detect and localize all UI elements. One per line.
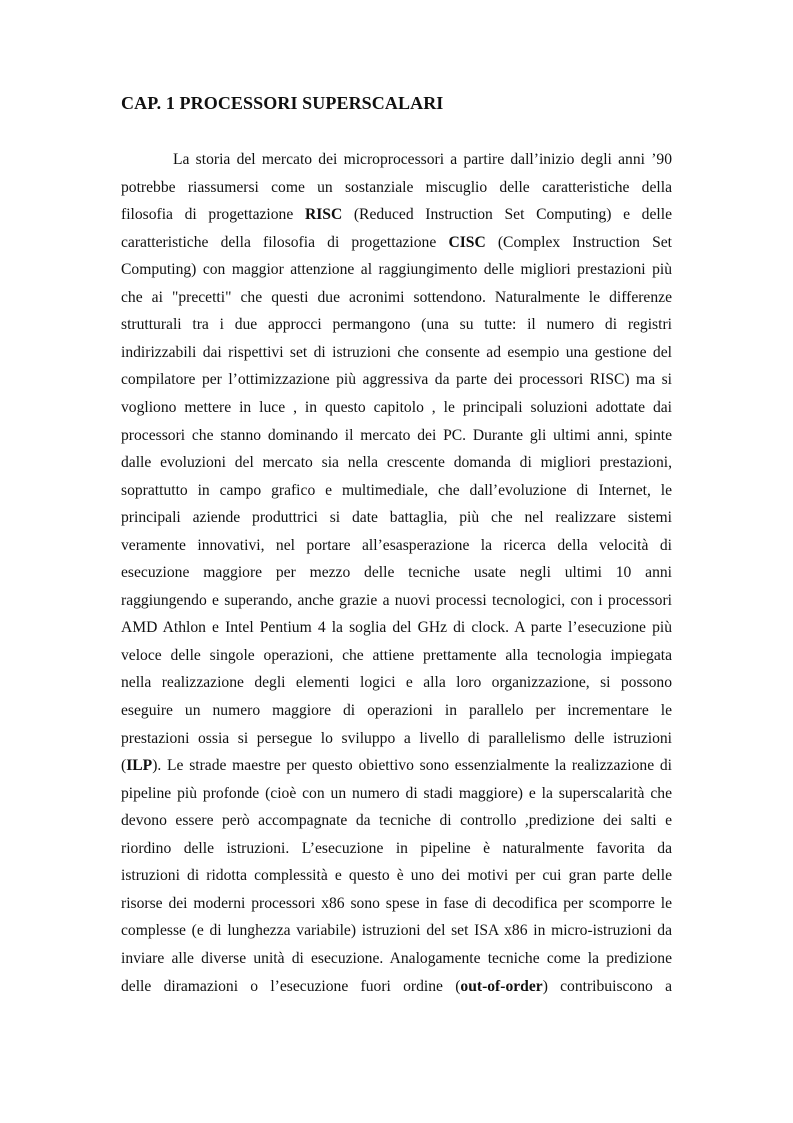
text-line — [121, 315, 672, 335]
text-line — [121, 426, 672, 446]
text-line — [121, 536, 672, 556]
text-span: caratteristiche della filosofia di progettazione — [121, 233, 449, 251]
text-line — [121, 756, 672, 776]
text-span: veramente innovativi, nel portare all’esasperazione la ricerca della velocità di — [121, 536, 672, 554]
text-span: vogliono mettere in luce , in questo capitolo , le principali soluzioni adottate dai — [121, 398, 672, 416]
text-line — [121, 811, 672, 831]
text-line — [121, 921, 672, 941]
text-span: dalle evoluzioni del mercato sia nella crescente domanda di migliori prestazioni, — [121, 454, 672, 472]
text-span: soprattutto in campo grafico e multimediale, che dall’evoluzione di Internet, le — [121, 481, 672, 499]
text-line — [121, 701, 672, 721]
text-span: La storia del mercato dei microprocessori a partire dall’inizio degli anni ’90 — [173, 151, 672, 168]
text-line — [121, 233, 672, 253]
text-line — [121, 894, 672, 914]
text-span: Computing) con maggior attenzione al raggiungimento delle migliori prestazioni più — [121, 261, 672, 279]
text-line — [121, 784, 672, 804]
text-line — [121, 343, 672, 363]
text-span: complesse (e di lunghezza variabile) istruzioni del set ISA x86 in micro-istruzioni da — [121, 922, 672, 940]
text-span: strutturali tra i due approcci permangono (una su tutte: il numero di registri — [121, 316, 672, 334]
text-span: indirizzabili dai rispettivi set di istruzioni che consente ad esempio una gestione del — [121, 343, 672, 361]
text-span: ( — [121, 757, 127, 775]
text-line — [121, 508, 672, 528]
text-span: nella realizzazione degli elementi logici e alla loro organizzazione, si possono — [121, 674, 672, 692]
text-span: pipeline più profonde (cioè con un numero di stadi maggiore) e la superscalarità che — [121, 784, 672, 802]
text-line — [121, 866, 672, 886]
text-span: prestazioni ossia si persegue lo sviluppo a livello di parallelismo delle istruzioni — [121, 729, 672, 747]
text-line — [121, 839, 672, 859]
text-span: esecuzione maggiore per mezzo delle tecniche usate negli ultimi 10 anni — [121, 564, 672, 582]
text-span: ). Le strade maestre per questo obiettivo sono essenzialmente la realizzazione di — [152, 757, 672, 775]
bold-term: ILP — [126, 757, 153, 775]
text-line — [121, 260, 672, 280]
text-span: processori che stanno dominando il mercato dei PC. Durante gli ultimi anni, spinte — [121, 426, 672, 444]
text-span: risorse dei moderni processori x86 sono spese in fase di decodifica per scomporre le — [121, 894, 672, 912]
text-span: filosofia di progettazione — [121, 206, 305, 224]
text-line — [121, 646, 672, 666]
text-span: delle diramazioni o l’esecuzione fuori ordine ( — [121, 977, 461, 995]
text-span: (Reduced Instruction Set Computing) e delle — [342, 206, 672, 224]
text-span: istruzioni di ridotta complessità e questo è uno dei motivi per cui gran parte delle — [121, 867, 672, 885]
text-line — [121, 481, 672, 501]
text-line — [121, 591, 672, 611]
text-span: eseguire un numero maggiore di operazioni in parallelo per incrementare le — [121, 702, 672, 719]
text-span: che ai "precetti" che questi due acronimi sottendono. Naturalmente le differenze — [121, 288, 672, 306]
bold-term: CISC — [448, 233, 486, 251]
bold-term: RISC — [304, 206, 343, 224]
text-line — [173, 150, 672, 170]
text-span: AMD Athlon e Intel Pentium 4 la soglia del GHz di clock. A parte l’esecuzione più — [121, 619, 672, 637]
text-line — [121, 398, 672, 418]
text-span: potrebbe riassumersi come un sostanziale miscuglio delle caratteristiche della — [121, 178, 672, 196]
text-line — [121, 729, 672, 749]
text-span: riordino delle istruzioni. L’esecuzione in pipeline è naturalmente favorita da — [121, 839, 672, 857]
text-span: veloce delle singole operazioni, che attiene prettamente alla tecnologia impiegata — [121, 646, 672, 664]
text-line — [121, 178, 672, 198]
text-span: raggiungendo e superando, anche grazie a nuovi processi tecnologici, con i processori — [121, 591, 672, 609]
text-span: compilatore per l’ottimizzazione più aggressiva da parte dei processori RISC) ma si — [121, 371, 672, 389]
text-line — [121, 288, 672, 308]
text-span: inviare alle diverse unità di esecuzione. Analogamente tecniche come la predizione — [121, 949, 672, 967]
text-span: principali aziende produttrici si date battaglia, più che nel realizzare sistemi — [121, 509, 672, 527]
chapter-title: CAP. 1 PROCESSORI SUPERSCALARI — [121, 93, 444, 113]
text-line — [121, 205, 672, 225]
text-line — [121, 673, 672, 693]
text-line — [121, 370, 672, 390]
text-line — [121, 563, 672, 583]
bold-term: out-of-order — [460, 977, 543, 995]
text-span: devono essere però accompagnate da tecniche di controllo ,predizione dei salti e — [121, 812, 672, 830]
text-line — [121, 977, 672, 997]
text-line — [121, 618, 672, 638]
text-span: (Complex Instruction Set — [485, 233, 672, 251]
text-line — [121, 453, 672, 473]
text-line — [121, 949, 672, 969]
text-span: ) contribuiscono a — [542, 977, 673, 995]
